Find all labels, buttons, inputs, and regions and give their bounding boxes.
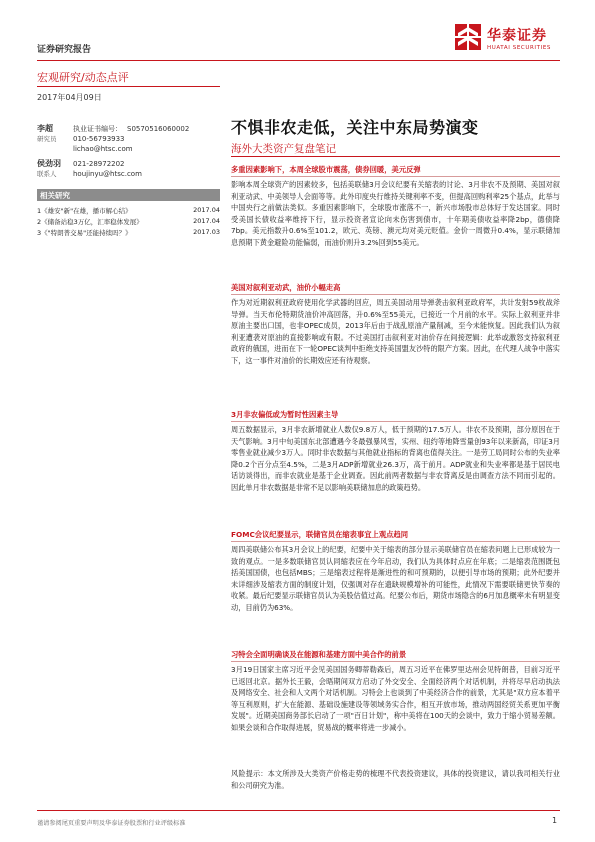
header-divider: [37, 60, 560, 61]
report-title: 不惧非农走低，关注中东局势演变: [231, 118, 479, 137]
analyst-card-li-chao: [37, 124, 217, 164]
section-heading: 3月非农偏低或为暂时性因素主导: [231, 410, 339, 419]
analyst-name: 侯劲羽: [37, 159, 61, 168]
related-item[interactable]: [37, 217, 220, 226]
related-item[interactable]: [37, 206, 220, 215]
analyst-card-hou-jinyu: [37, 159, 217, 189]
analyst-role: 研究员: [37, 135, 57, 143]
analyst-role: 联系人: [37, 170, 57, 178]
report-type-label: 证券研究报告: [37, 45, 92, 55]
section-body: 周四美联储公布其3月会议上的纪要，纪要中关于缩表的部分显示美联储官员在缩表问题上已形成较为一致的观点。一是多数联储官员认同缩表应在今年启动，我们认为具体时点应在年底；二是缩表范围既包括美国国债，也包括MBS；三是缩表过程将是渐进性的和可预期的，以便引导市场的预期；此外纪要并未详细涉及缩表方面的制度计划，仅强调对存在遗缺规模增补的可能性，此情况下需要联储更快节奏的收紧。最后纪要显示联储官员认为美股估值过高。纪要公布后，期货市场隐含的6月加息概率未有明显变动，目前仍为63%。: [231, 545, 560, 612]
report-date: 2017年04月09日: [37, 93, 102, 102]
analyst-cert-number: S0570516060002: [127, 125, 190, 133]
analyst-name: 李超: [37, 124, 53, 133]
related-item-title: 2《储备站稳3万亿，汇率稳体发展》: [37, 218, 143, 226]
section-body: 周五数据显示，3月非农新增就业人数仅9.8万人，低于预期的17.5万人。非农不及预期，部分原因在于天气影响。3月中旬美国东北部遭遇今冬最强暴风雪，实州、纽约等地降雪量创93年以来新高，印证3月零售业就业减少3万人。同时非农数据与其他就业指标的背离也值得关注。一是劳工局同时公布的失业率降0.2个百分点至4.5%，二是3月ADP新增就业26.3万，高于前月。ADP就业和失业率都是基于居民电话访谈得出，而非农就业是基于企业调查。因此前两者数据与非农背离反是由调查方法不同而引起的。因此单月非农数据是非常不足以影响美联储加息的政策趋势。: [231, 425, 560, 492]
section-divider: [231, 661, 560, 662]
analyst-phone: 010-56793933: [73, 135, 125, 143]
related-item-date: 2017.04: [193, 206, 220, 214]
section-divider: [231, 421, 560, 422]
section-divider: [231, 294, 560, 295]
section-divider: [231, 176, 560, 177]
huatai-logo: [455, 24, 575, 60]
section-heading: 多重因素影响下，本周全球股市震荡，债券回暖，美元反弹: [231, 165, 421, 174]
category-divider: [37, 86, 220, 87]
section-heading: 习特会全面明确谈及在能源和基建方面中美合作的前景: [231, 650, 407, 659]
risk-disclaimer: 风险提示：本文所涉及大类资产价格走势的梳理不代表投资建议，具体的投资建议，请以我司相关行业和公司研究为准。: [231, 769, 560, 790]
report-subtitle: 海外大类资产复盘笔记: [231, 143, 336, 155]
related-item-date: 2017.04: [193, 217, 220, 225]
logo-english-name: HUATAI SECURITIES: [487, 45, 551, 51]
related-item-date: 2017.03: [193, 228, 220, 236]
related-research-header: [37, 189, 220, 201]
huatai-logo-icon: [455, 24, 481, 50]
related-research-title: 相关研究: [40, 191, 70, 200]
section-body: 3月19日国家主席习近平会见美国国务卿蒂勒森后，周五习近平在佛罗里达州会见特朗普，目前习近平已返回北京。据外长王毅，会晤期间双方启动了外交安全、全面经济两个对话机制，并将尽早启动执法及网络安全、社会和人文两个对话机制。习特会上也谈到了中美经济合作的前景，尤其是"双方应本着平等互利原则，扩大在能源、基础设施建设等领域务实合作，相互开放市场，推动两国经贸关系更加平衡发展"。近期美国商务部长启动了一项"百日计划"，称中美将在100天的会谈中，致力于缩小贸易差额。如果会谈和合作取得进展，贸易战的概率将进一步减小。: [231, 665, 560, 732]
section-body: 影响本周全球资产的因素较多，包括美联储3月会议纪要有关缩表的讨论、3月非农不及预期、美国对叙利亚动武、中美领导人会面等等。此外印度央行维持关键利率不变，但提高回购利率25个基点，此举与中国央行之前做法类似。多重因素影响下，全球股市涨落不一，新兴市场股市总体好于发达国家。同时受美国长债收益率维持下行，显示投资者宣论向未伤害到债市，十年期美债收益率降2bp，德债降7bp。美元指数升0.6%至101.2，欧元、英镑、澳元均对美元贬值。金价一周微升0.4%，显示联储加息预期下黄金避险功能偏弱，而油价则升3.2%回到55美元。: [231, 180, 560, 247]
analyst-cert-label: 执业证书编号：: [73, 125, 122, 133]
related-item-title: 3《"特朗普交易"还能持续吗？》: [37, 229, 132, 237]
logo-chinese-name: 华泰证券: [487, 28, 547, 44]
title-divider: [231, 156, 560, 157]
footer-divider: [37, 810, 560, 811]
section-divider: [231, 541, 560, 542]
analyst-phone: 021-28972202: [73, 160, 125, 168]
section-heading: 美国对叙利亚动武，油价小幅走高: [231, 283, 341, 292]
section-heading: FOMC会议纪要显示，联储官员在缩表事宜上观点趋同: [231, 530, 409, 539]
report-category: 宏观研究/动态点评: [37, 71, 129, 84]
analyst-email[interactable]: houjinyu@htsc.com: [73, 170, 142, 178]
footer-disclaimer: 谨请参阅尾页重要声明及华泰证券股票和行业评级标准: [37, 820, 186, 827]
section-body: 作为对近期叙利亚政府使用化学武器的回应，周五美国动用导弹袭击叙利亚政府军，共计发射59枚战斧导弹。当天布伦特期货油价冲高回落，升0.6%至55美元，已接近一个月前的水平。实际上叙利亚并非原油主要出口国，也非OPEC成员，2013年后由于战乱原油产量削减，至今未能恢复。因此我们认为叙利亚遭袭对原油的直接影响或有限。不过美国打击叙利亚对油价存在间接逻辑：此举或激怒支持叙利亚政府的俄国，进而在下一轮OPEC谈判中拒绝支持美国盟友沙特的限产方案。因此，在代理人战争中落实下，这一事件对油价的长期效应还有待观察。: [231, 298, 560, 365]
page-number: 1: [552, 816, 558, 825]
analyst-email[interactable]: lichao@htsc.com: [73, 145, 133, 153]
related-item[interactable]: [37, 228, 220, 237]
related-item-title: 1《雄安"新"在雄，播市解心结》: [37, 207, 132, 215]
